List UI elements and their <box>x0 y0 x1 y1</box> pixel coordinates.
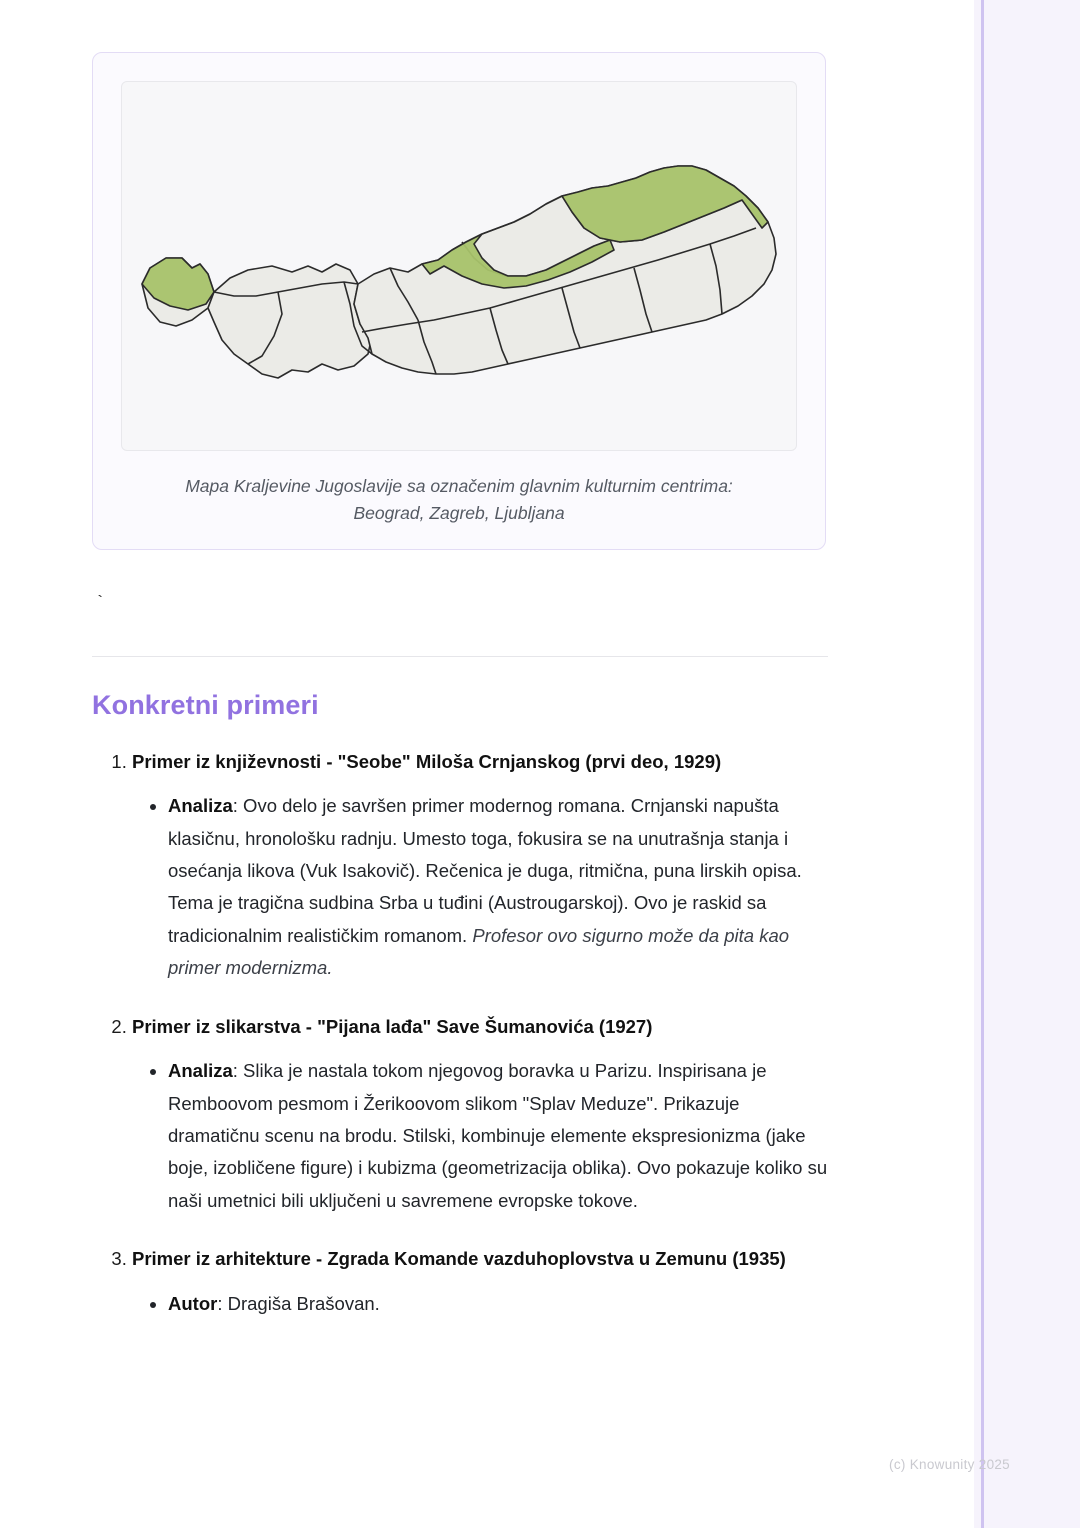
list-item <box>168 1288 832 1320</box>
list-item <box>168 790 832 984</box>
examples-list <box>92 748 832 1321</box>
list-item <box>132 1245 832 1320</box>
sub-item-label: Autor <box>168 1292 218 1314</box>
example-heading: Primer iz arhitekture - Zgrada Komande vazduhoplovstva u Zemunu (1935) <box>132 1248 786 1270</box>
document-content <box>92 0 832 1348</box>
map-image <box>121 81 797 451</box>
sub-item-emphasis: Profesor ovo sigurno može da pita kao primer modernizma. <box>168 924 790 979</box>
sub-list <box>132 1288 832 1320</box>
list-item <box>132 1013 832 1218</box>
sub-list <box>132 790 832 984</box>
stray-backtick-text: ` <box>95 594 106 614</box>
sub-item-text: : Ovo delo je savršen primer modernog romana. Crnjanski napušta klasičnu, hronološku radnju. Umesto toga, fokusira se na unutrašnja stanja i osećanja likova (Vuk Isakovič). Rečenica je duga, ritmična, puna lirskih opisa. Tema je tragična sudbina Srba u tuđini (Austrougarskoj). Ovo je raskid sa tradicionalnim realističkim romanom. <box>168 795 802 946</box>
map-outline-icon <box>122 82 797 451</box>
right-margin-strip <box>974 0 1080 1528</box>
watermark: (c) Knowunity 2025 <box>889 1457 1010 1472</box>
sub-item-text: : Dragiša Brašovan. <box>217 1292 380 1314</box>
example-heading: Primer iz književnosti - "Seobe" Miloša Crnjanskog (prvi deo, 1929) <box>132 750 722 772</box>
sub-list <box>132 1055 832 1217</box>
page-title: Konkretni primeri <box>92 690 319 721</box>
list-item <box>132 748 832 985</box>
sub-item-text: : Slika je nastala tokom njegovog boravka u Parizu. Inspirisana je Remboovom pesmom i Žerikoovom slikom "Splav Meduze". Prikazuje dramatičnu scenu na brodu. Stilski, kombinuje elemente ekspresionizma (jake boje, izobličene figure) i kubizma (geometrizacija oblika). Ovo pokazuje koliko su naši umetnici bili uključeni u savremene evropske tokove. <box>168 1060 828 1211</box>
figure-card <box>92 52 826 550</box>
example-heading: Primer iz slikarstva - "Pijana lađa" Save Šumanovića (1927) <box>132 1015 653 1037</box>
list-item <box>168 1055 832 1217</box>
right-margin-accent-line <box>981 0 984 1528</box>
sub-item-label: Analiza <box>168 795 233 817</box>
figure-caption: Mapa Kraljevine Jugoslavije sa označenim glavnim kulturnim centrima: Beograd, Zagreb, Ljubljana <box>185 476 733 524</box>
sub-item-label: Analiza <box>168 1060 233 1082</box>
section-divider <box>92 656 828 657</box>
